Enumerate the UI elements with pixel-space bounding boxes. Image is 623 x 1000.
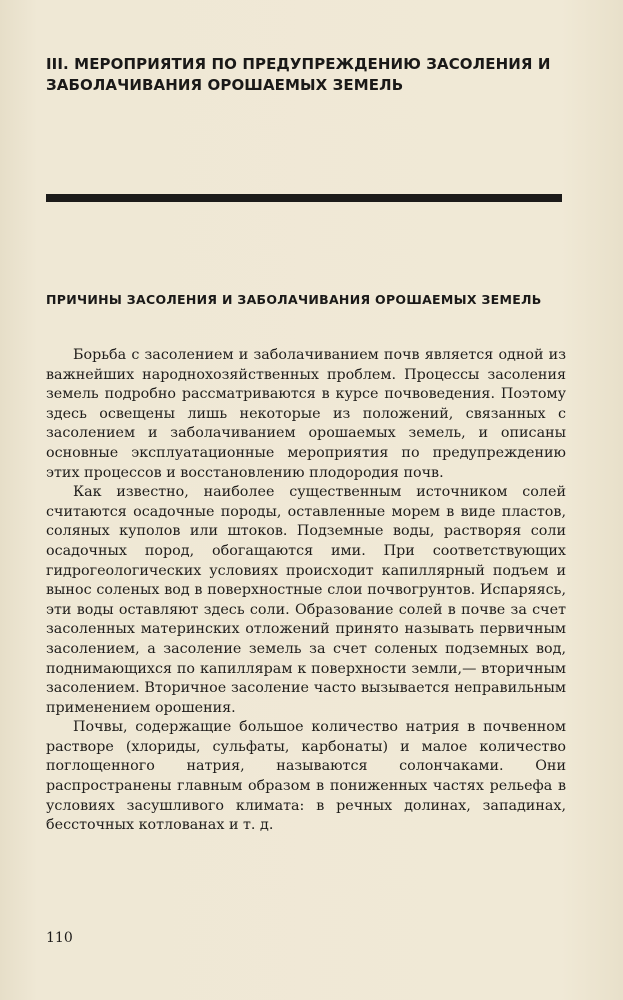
page-number: 110 — [46, 930, 73, 946]
section-heading: ПРИЧИНЫ ЗАСОЛЕНИЯ И ЗАБОЛАЧИВАНИЯ ОРОШАЕМЫХ ЗЕМЕЛЬ — [46, 292, 542, 307]
paragraph: Борьба с засолением и заболачиванием почв является одной из важнейших народнохозяйственных проблем. Процессы засоления земель подробно рассматриваются в курсе почвоведения. Поэтому здесь освещены лишь некоторые из положений, связанных с засолением и заболачиванием орошаемых земель, и описаны основные эксплуатационные мероприятия по предупреждению этих процессов и восстановлению плодородия почв. — [46, 347, 566, 481]
paragraph: Как известно, наиболее существенным источником солей считаются осадочные породы, оставленные морем в виде пластов, соляных куполов или штоков. Подземные воды, растворяя соли осадочных пород, обогащаются ими. При соответствующих гидрогеологических условиях происходит капиллярный подъем и вынос соленых вод в поверхностные слои почвогрунтов. Испаряясь, эти воды оставляют здесь соли. Образование солей в почве за счет засоленных материнских отложений принято называть первичным засолением, а засоление земель за счет соленых подземных вод, поднимающихся по капиллярам к поверхности земли,— вторичным засолением. Вторичное засоление часто вызывается неправильным применением орошения. — [46, 484, 566, 716]
chapter-title: III. МЕРОПРИЯТИЯ ПО ПРЕДУПРЕЖДЕНИЮ ЗАСОЛЕНИЯ И ЗАБОЛАЧИВАНИЯ ОРОШАЕМЫХ ЗЕМЕЛЬ — [46, 55, 551, 94]
paragraph: Почвы, содержащие большое количество натрия в почвенном растворе (хлориды, сульфаты, карбонаты) и малое количество поглощенного натрия, называются солончаками. Они распространены главным образом в пониженных частях рельефа в условиях засушливого климата: в речных долинах, западинах, бессточных котлованах и т. д. — [46, 719, 566, 834]
chapter-divider-rule — [46, 194, 562, 202]
body-text — [46, 346, 566, 836]
